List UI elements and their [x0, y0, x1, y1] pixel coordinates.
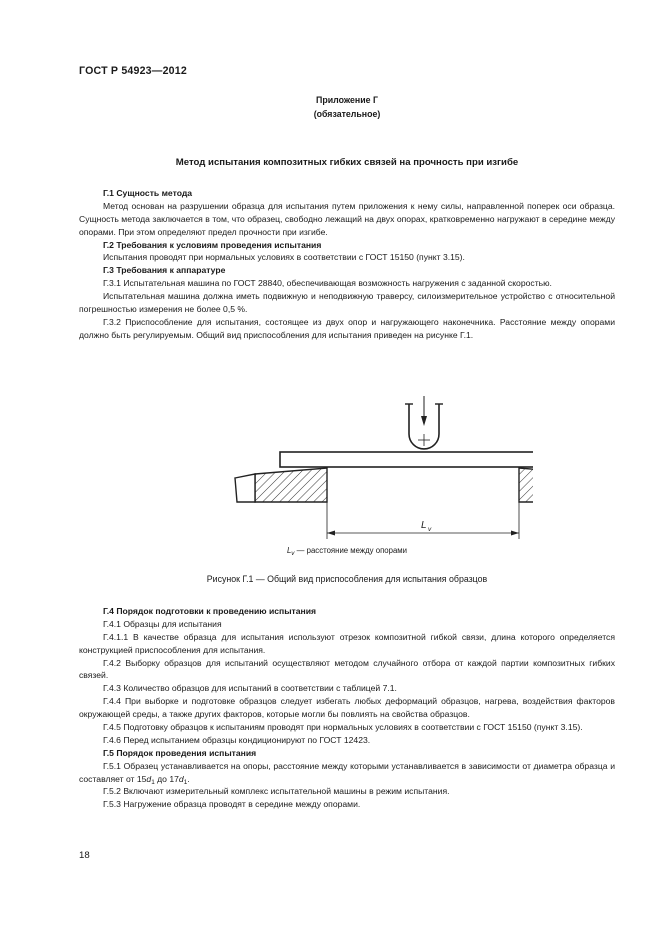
page-number: 18: [79, 850, 90, 861]
section-heading-g4: Г.4 Порядок подготовки к проведению испытания: [103, 606, 317, 616]
paragraph-g31: Г.3.1 Испытательная машина по ГОСТ 28840, обеспечивающая возможность нагружения с заданной скоростью.: [103, 278, 552, 289]
document-page: [79, 0, 615, 936]
section-heading-g2: Г.2 Требования к условиям проведения испытания: [103, 239, 322, 250]
section-g4-g5: [79, 605, 615, 811]
paragraph-g51: [79, 760, 615, 786]
diameter-symbol: d: [146, 773, 152, 784]
span-dimension: [327, 502, 519, 539]
annex-status: (обязательное): [313, 109, 381, 120]
paragraph-g1: Метод основан на разрушении образца для испытания путем приложения к нему силы, направленной поперек оси образца. Сущность метода заключается в том, что образец, свободно лежащий на двух опорах, кратковременно нагружают в середине между опорами. При этом определяют предел прочности при изгибе.: [79, 200, 615, 237]
load-arrow: [421, 396, 427, 426]
paragraph-g46: Г.4.6 Перед испытанием образцы кондиционируют по ГОСТ 12423.: [103, 734, 371, 745]
annex-label: Приложение Г: [316, 95, 378, 105]
paragraph-g52: Г.5.2 Включают измерительный комплекс испытательной машины в режим испытания.: [103, 786, 450, 797]
diameter-symbol: d: [178, 773, 184, 784]
paragraph-g45: Г.4.5 Подготовку образцов к испытаниям проводят при нормальных условиях в соответствии с ГОСТ 15150 (пункт 3.15).: [103, 722, 583, 733]
paragraph-g43: Г.4.3 Количество образцов для испытаний в соответствии с таблицей 7.1.: [103, 683, 397, 694]
span-label-v: v: [428, 526, 432, 533]
paragraph-g51-end: .: [187, 773, 190, 784]
paragraph-g51-text: Г.5.1 Образец устанавливается на опоры, расстояние между которыми устанавливается в зависимости от диаметра образца и составляет от 15: [79, 760, 615, 784]
section-heading-g5: Г.5 Порядок проведения испытания: [103, 747, 257, 758]
paragraph-g2: Испытания проводят при нормальных условиях в соответствии с ГОСТ 15150 (пункт 3.15).: [103, 252, 465, 263]
figure-caption: Рисунок Г.1 — Общий вид приспособления для испытания образцов: [206, 574, 488, 584]
paragraph-g51-mid: до 17: [154, 773, 179, 784]
paragraph-g53: Г.5.3 Нагружение образца проводят в середине между опорами.: [103, 799, 361, 810]
section-heading-g3: Г.3 Требования к аппаратуре: [103, 265, 226, 276]
paragraph-g411: Г.4.1.1 В качестве образца для испытания используют отрезок композитной гибкой связи, длина которого определяется конструкцией приспособления для испытания.: [79, 631, 615, 655]
paragraph-g44: Г.4.4 При выборке и подготовке образцов следует избегать любых деформаций образцов, нагрева, воздействия факторов окружающей среды, а также других факторов, которые могли бы повлиять на свойства образцов.: [79, 696, 615, 720]
paragraph-g42: Г.4.2 Выборку образцов для испытаний осуществляют методом случайного отбора от каждой партии композитных гибких связей.: [79, 657, 615, 681]
paragraph-g32: Г.3.2 Приспособление для испытания, состоящее из двух опор и нагружающего наконечника. Расстояние между опорами должно быть регулируемым. Общий вид приспособления для испытания приведен на рисунке Г.1.: [79, 316, 615, 340]
specimen-bar: [280, 452, 533, 467]
right-support: [519, 468, 533, 502]
document-title: Метод испытания композитных гибких связей на прочность при изгибе: [175, 157, 519, 168]
paragraph-g41: Г.4.1 Образцы для испытания: [103, 618, 222, 629]
legend-symbol-L: L: [286, 546, 292, 555]
legend-text: — расстояние между опорами: [294, 546, 408, 555]
legend-symbol-v: v: [291, 550, 295, 557]
diameter-subscript: 1: [183, 778, 188, 786]
paragraph-g31b: Испытательная машина должна иметь подвижную и неподвижную траверсу, силоизмерительное устройство с относительной погрешностью измерения не более 0,5 %.: [79, 291, 615, 315]
span-label-L: L: [421, 520, 427, 531]
left-support: [235, 468, 327, 502]
figure-legend: [79, 545, 615, 557]
annex-heading: [79, 93, 615, 121]
diameter-subscript: 1: [151, 778, 155, 786]
test-fixture-figure: [173, 396, 533, 566]
standard-header: ГОСТ Р 54923—2012: [79, 65, 187, 77]
section-g1-g3: [79, 187, 615, 342]
section-heading-g1: Г.1 Сущность метода: [103, 188, 193, 198]
